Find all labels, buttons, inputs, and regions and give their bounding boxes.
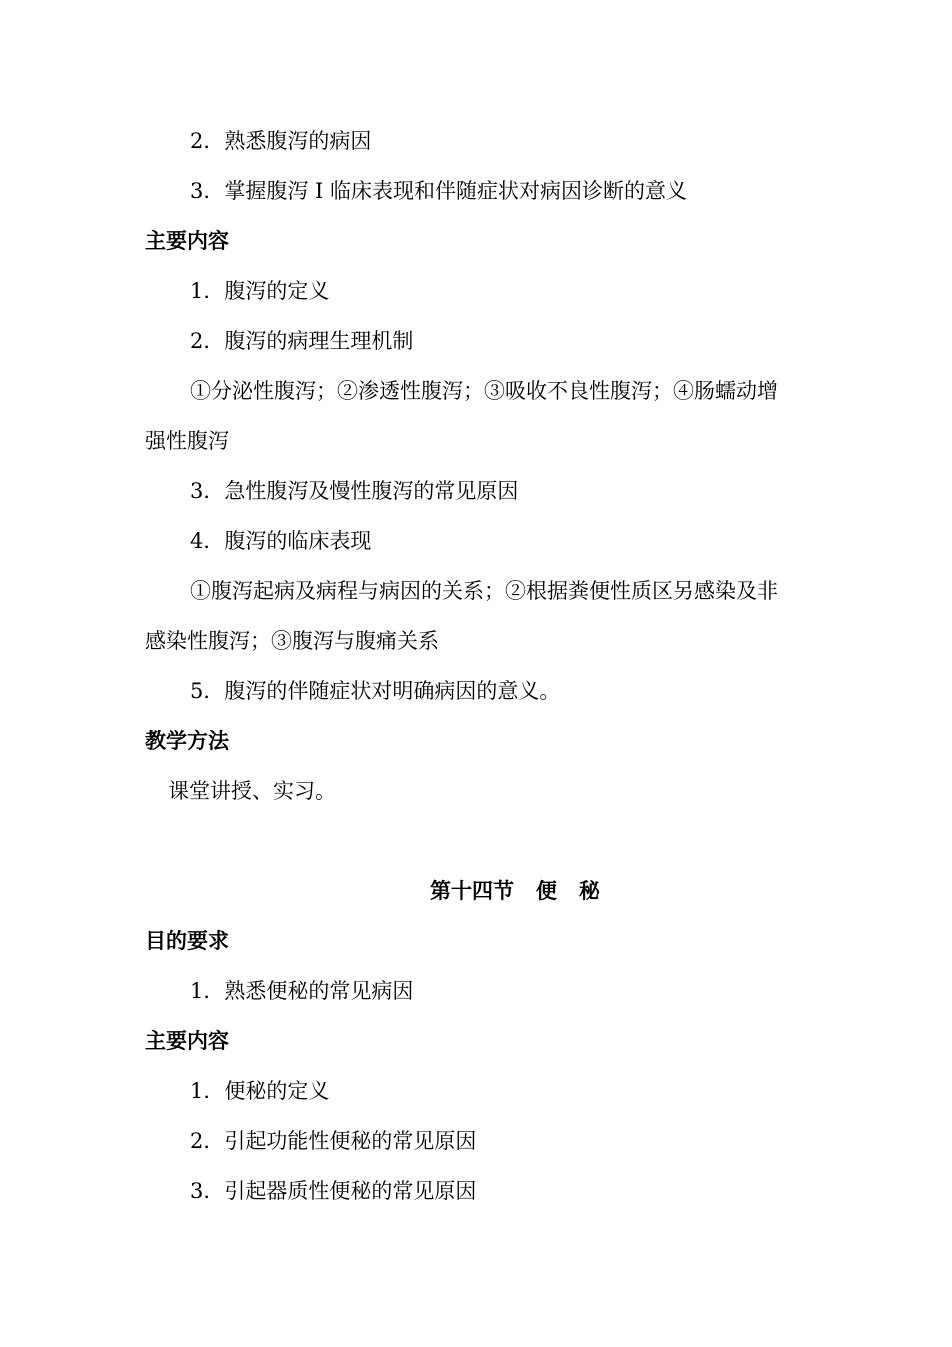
main-content-heading: 主要内容 (145, 229, 229, 253)
content-item-4-detail-line-2: 感染性腹泻；③腹泻与腹痛关系 (145, 629, 439, 653)
content-item-2: 2．腹泻的病理生理机制 (190, 329, 414, 353)
content-item-5: 5．腹泻的伴随症状对明确病因的意义。 (190, 679, 561, 703)
teaching-method-text: 课堂讲授、实习。 (168, 779, 336, 803)
content-item-4: 4．腹泻的临床表现 (190, 529, 372, 553)
content-item-1: 1．腹泻的定义 (190, 279, 330, 303)
section14-objective-1: 1．熟悉便秘的常见病因 (190, 979, 414, 1003)
objective-item-2: 2．熟悉腹泻的病因 (190, 129, 372, 153)
teaching-method-heading: 教学方法 (145, 729, 229, 753)
content-item-4-detail-line-1: ①腹泻起病及病程与病因的关系；②根据粪便性质区另感染及非 (190, 579, 778, 603)
content-item-2-detail-line-1: ①分泌性腹泻；②渗透性腹泻；③吸收不良性腹泻；④肠蠕动增 (190, 379, 778, 403)
section14-item-2: 2．引起功能性便秘的常见原因 (190, 1129, 477, 1153)
section14-item-1: 1．便秘的定义 (190, 1079, 330, 1103)
content-item-2-detail-line-2: 强性腹泻 (145, 429, 229, 453)
content-item-3: 3．急性腹泻及慢性腹泻的常见原因 (190, 479, 519, 503)
objectives-heading: 目的要求 (145, 929, 229, 953)
objective-item-3: 3．掌握腹泻 I 临床表现和伴随症状对病因诊断的意义 (190, 179, 688, 203)
section-14-title: 第十四节 便 秘 (430, 879, 600, 903)
section14-content-heading: 主要内容 (145, 1029, 229, 1053)
section14-item-3: 3．引起器质性便秘的常见原因 (190, 1179, 477, 1203)
